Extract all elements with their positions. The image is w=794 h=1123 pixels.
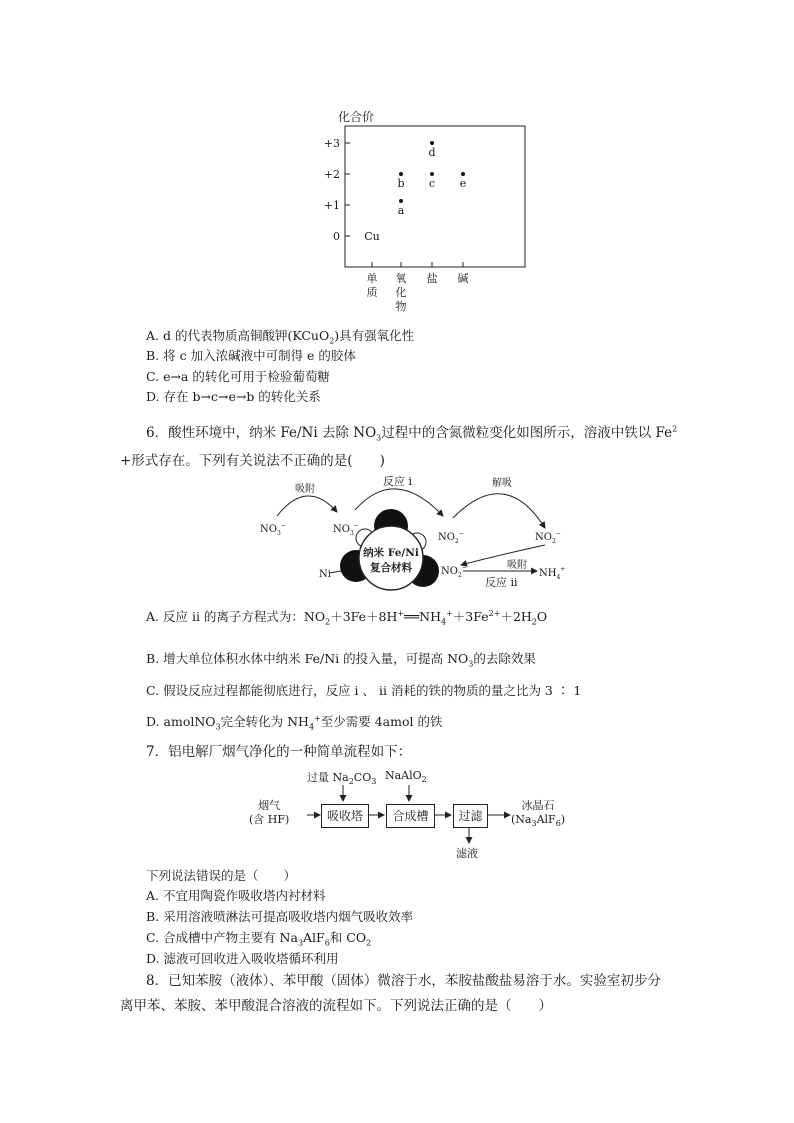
x-category-label: 碱 — [457, 272, 469, 285]
q6-stem-line1: 6．酸性环境中，纳米 Fe/Ni 去除 $NO_3$过程中的含氮微粒变化如图所示，溶液中铁以 Fe$^2$ — [146, 424, 678, 443]
y-tick-label: +3 — [323, 137, 340, 150]
point-marker-d — [430, 141, 434, 145]
point-label-e: e — [459, 177, 467, 190]
label-react2: 反应 ii — [485, 576, 518, 589]
flow-filtrate-label: 滤液 — [456, 847, 478, 860]
y-tick-label: +1 — [323, 199, 340, 212]
q5-option-b: B. 将 c 加入浓碱液中可制得 e 的胶体 — [146, 348, 356, 363]
q7-option-a: A. 不宜用陶瓷作吸收塔内衬材料 — [146, 888, 326, 903]
flow-box-filter: 过滤 — [453, 804, 488, 828]
chart-ylabel: 化合价 — [338, 110, 375, 124]
svg-text:NO3−: $NO_3^-$ — [333, 522, 359, 537]
q6-option-d: D. amolNO$_3$完全转化为 $NH_4^+$至少需要 4amol 的铁 — [146, 713, 443, 732]
svg-text:NO3−: $NO_3^-$ — [260, 522, 286, 537]
flow-box-synthesis: 合成槽 — [386, 804, 435, 828]
svg-text:NO2−: $NO_2^-$ — [535, 530, 561, 545]
point-label-c: c — [428, 177, 436, 190]
flow-input-label: 烟气 (含 HF) — [249, 799, 290, 826]
q6-option-b: B. 增大单位体积水体中纳米 Fe/Ni 的投入量，可提高 $NO_3$的去除效果 — [146, 651, 536, 669]
q6-option-c: C. 假设反应过程都能彻底进行，反应 i 、 ii 消耗的铁的物质的量之比为 3 ∶ 1 — [146, 683, 582, 698]
q7-option-c: C. 合成槽中产物主要有 $Na_3AlF_6$和 $CO_2$ — [146, 930, 372, 948]
point-marker-a — [399, 199, 403, 203]
q6-mechanism-diagram — [255, 470, 575, 600]
point-marker-b — [399, 172, 403, 176]
x-category-label: 单质 — [366, 272, 378, 299]
q7-flowchart — [245, 765, 585, 860]
point-label-b: b — [397, 177, 405, 190]
flow-reagent-na2co3: 过量 $Na_2CO_3$ — [307, 771, 377, 787]
flow-output-label: 冰晶石 $(Na_3AlF_6)$ — [511, 799, 566, 829]
q6-option-a: A. 反应 ii 的离子方程式为：$NO_2+3Fe+8H^+══NH_4^++3Fe^{2+}+2H_2O$ — [146, 608, 548, 627]
point-marker-e — [461, 172, 465, 176]
flow-box-absorber: 吸收塔 — [321, 804, 369, 828]
label-adsorb1: 吸附 — [295, 484, 315, 495]
flow-reagent-naalo2: NaAlO$_2$ — [385, 769, 427, 785]
x-category-label: 盐 — [426, 272, 438, 285]
point-marker-c — [430, 172, 434, 176]
q7-option-d: D. 滤液可回收进入吸收塔循环利用 — [146, 951, 339, 966]
q8-stem-line1: 8．已知苯胺（液体）、苯甲酸（固体）微溶于水，苯胺盐酸盐易溶于水。实验室初步分 — [146, 973, 661, 989]
species-no2-mid: NO — [438, 532, 455, 543]
core-label-line2: 复合材料 — [370, 562, 412, 574]
species-no2-adsorbed: NO — [441, 566, 458, 577]
q5-option-a: A. d 的代表物质高铜酸钾(KCuO$_2$)具有强氧化性 — [146, 328, 415, 346]
point-label-a: a — [397, 204, 405, 217]
core-label-line1: 纳米 Fe/Ni — [363, 547, 419, 559]
svg-text:NH4+: $NH_4^+$ — [539, 566, 566, 581]
svg-text:NO2−: $NO_2^-$ — [441, 564, 467, 579]
q7-ask: 下列说法错误的是（ ） — [146, 868, 297, 883]
point-label-Cu: Cu — [364, 230, 380, 243]
arrow-adsorb1 — [277, 496, 337, 516]
species-no2-free: NO — [535, 532, 552, 543]
y-tick-label: 0 — [333, 230, 340, 243]
q8-stem-line2: 离甲苯、苯胺、苯甲酸混合溶液的流程如下。下列说法正确的是（ ） — [120, 998, 552, 1014]
q7-stem: 7．铝电解厂烟气净化的一种简单流程如下： — [146, 744, 412, 760]
arrow-adsorb2 — [461, 545, 545, 565]
q5-option-c: C. e→a 的转化可用于检验葡萄糖 — [146, 369, 330, 384]
q6-stem-line2: +形式存在。下列有关说法不正确的是( ) — [120, 453, 385, 469]
y-tick-label: +2 — [323, 168, 340, 181]
q5-option-d: D. 存在 b→c→e→b 的转化关系 — [146, 389, 321, 404]
species-no3-adsorbed: NO — [333, 524, 350, 535]
point-label-d: d — [428, 146, 436, 159]
valence-chart — [300, 105, 530, 320]
x-category-label: 氧化物 — [395, 272, 407, 313]
label-desorb: 解吸 — [492, 478, 512, 489]
species-no3-free: NO — [260, 524, 277, 535]
label-react1: 反应 i — [383, 475, 413, 488]
species-nh4: NH — [539, 568, 557, 579]
species-ni: Ni — [319, 569, 331, 580]
svg-text:NO2−: $NO_2^-$ — [438, 530, 464, 545]
q7-option-b: B. 采用溶液喷淋法可提高吸收塔内烟气吸收效率 — [146, 909, 414, 924]
label-adsorb2: 吸附 — [507, 560, 527, 571]
arrow-desorb — [453, 494, 545, 528]
